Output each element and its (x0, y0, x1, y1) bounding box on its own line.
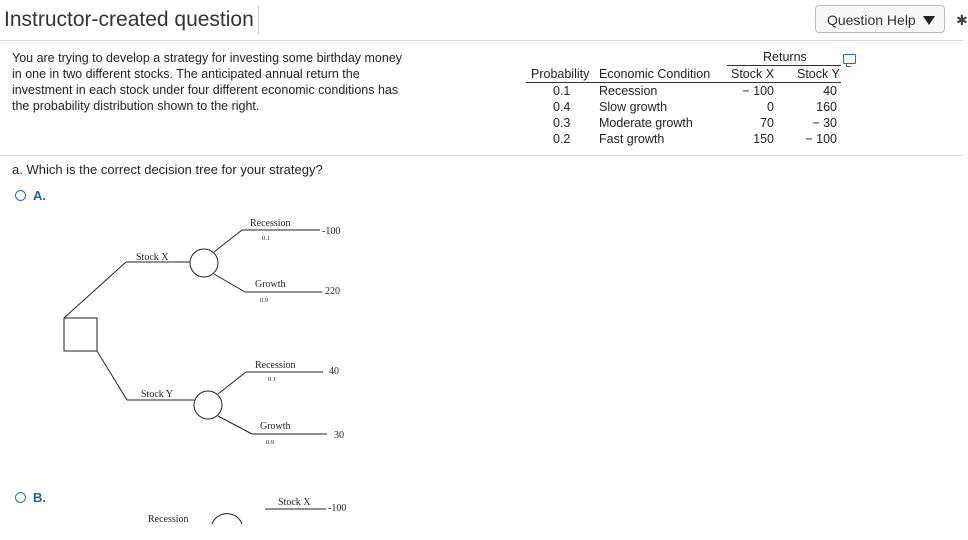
tree-label-stock-y: Stock Y (141, 389, 174, 400)
gear-icon[interactable]: ✱ (956, 12, 968, 28)
tree-label-branch: Growth (255, 279, 286, 290)
question-help-button[interactable] (815, 5, 945, 33)
table-cell: 0.2 (553, 132, 571, 146)
table-cell: − 100 (805, 132, 837, 146)
dropdown-arrow-icon (923, 16, 935, 25)
chance-node-y (194, 391, 222, 419)
chance-node-x (190, 249, 218, 277)
tree-label-value: 220 (325, 286, 340, 297)
col-header-condition: Economic Condition (599, 67, 711, 81)
tree-label-value: 40 (329, 366, 339, 377)
table-cell: Fast growth (599, 132, 665, 146)
branch-line (64, 262, 126, 318)
decision-node (64, 318, 97, 351)
tree-label-branch: Recession (250, 218, 291, 229)
table-cell: 150 (753, 132, 774, 146)
option-b-radio[interactable] (15, 492, 26, 503)
table-cell: 0 (767, 100, 774, 114)
table-cell: 0.4 (553, 100, 571, 114)
table-cell: 0.3 (553, 116, 571, 130)
table-cell: 70 (760, 116, 774, 130)
col-header-stock-y: Stock Y (797, 67, 840, 81)
tree-label-prob: 0.1 (262, 235, 271, 242)
tree-label-branch: Recession (255, 360, 296, 371)
question-a-text: a. Which is the correct decision tree for your strategy? (12, 162, 323, 177)
tree-label-branch: Growth (260, 421, 291, 432)
option-b-label[interactable]: B. (33, 490, 46, 505)
branch-line (97, 351, 127, 400)
option-a-label[interactable]: A. (33, 188, 46, 203)
table-cell: Moderate growth (599, 116, 693, 130)
chance-node-partial (212, 514, 242, 524)
table-cell: Slow growth (599, 100, 668, 114)
header-underline (526, 82, 841, 83)
tree-label-value: -100 (322, 226, 341, 237)
question-help-label: Question Help (827, 12, 916, 28)
branch-line (214, 274, 245, 292)
option-a-radio[interactable] (15, 190, 26, 201)
table-cell: − 100 (742, 84, 774, 98)
returns-underline (727, 65, 841, 66)
col-header-stock-x: Stock X (731, 67, 775, 81)
copy-icon[interactable] (843, 54, 856, 64)
tree-label-branch: Recession (148, 514, 189, 525)
page-title: Instructor-created question (4, 6, 259, 34)
tree-label-prob: 0.1 (268, 376, 277, 383)
table-cell: 160 (816, 100, 837, 114)
tree-label-prob: 0.9 (266, 439, 275, 446)
table-cell: 0.1 (553, 84, 571, 98)
tree-label-value: -100 (328, 503, 347, 514)
tree-label-prob: 0.9 (260, 297, 269, 304)
section-divider (0, 155, 963, 156)
branch-line (214, 230, 242, 252)
tree-label-branch: Stock X (278, 497, 311, 508)
tree-label-stock-x: Stock X (136, 252, 169, 263)
branch-line (218, 416, 252, 434)
table-cell: 40 (823, 84, 837, 98)
question-intro: You are trying to develop a strategy for investing some birthday money in one in two different stocks. The anticipated annual return the investment in each stock under four different economic conditions has the probability distribution shown to the right. (12, 51, 403, 113)
table-cell: Recession (599, 84, 658, 98)
table-cell: − 30 (812, 116, 837, 130)
branch-line (218, 372, 246, 394)
tree-label-value: 30 (334, 430, 344, 441)
col-header-probability: Probability (531, 67, 590, 81)
returns-header: Returns (763, 50, 807, 64)
header-bar (0, 0, 968, 41)
